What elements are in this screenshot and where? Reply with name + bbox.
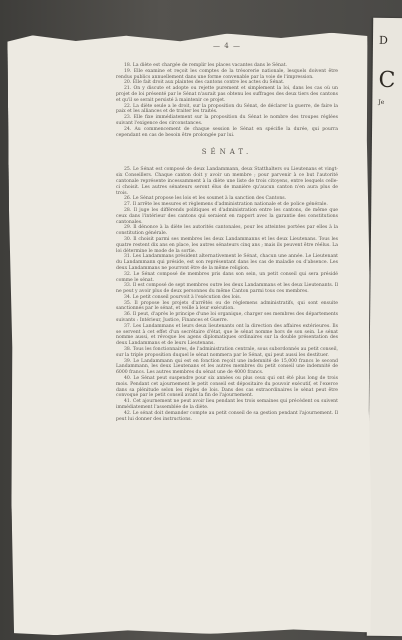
article-paragraph [116, 301, 338, 313]
articles-senat [116, 167, 338, 422]
article-paragraph [116, 225, 338, 237]
article-text: Cet ajournement ne peut avoir lieu pendant les trois semaines qui précèdent ou suivent immédiatement l'assemblée de la diète. [116, 399, 338, 411]
section-heading: SÉNAT. [201, 148, 253, 157]
article-text: Il juge les différends politiques et d'administration entre les cantons, de même que ceux dans l'intérieur des cantons qui seraient en rapport avec la garantie des constitutions cantonales. [116, 207, 338, 225]
article-text: Les Landammans et leurs deux lieutenants ont la direction des affaires extérieures. Ils se servent à cet effet d'un secrétaire d'état, que le sénat nomme hors de son sein. Le sénat nomme aussi, et révoque les agens diplomatiques ordinaires sur la double présentation des deux Landammans et de leurs Lieutenans. [116, 323, 338, 347]
article-paragraph [116, 411, 338, 423]
adjacent-page-letter: C [378, 67, 396, 94]
article-number: 38. [124, 347, 132, 353]
article-number: 20. [124, 80, 132, 86]
article-number: 39. [124, 358, 132, 364]
article-text: Le Sénat composé de membres pris dans son sein, un petit conseil qui sera présidé comme le sénat. [116, 271, 338, 283]
page-text-block [116, 42, 338, 602]
article-number: 28. [124, 207, 132, 213]
article-number: 35. [124, 300, 132, 306]
article-number: 34. [124, 294, 132, 300]
article-text: Il peut, d'après le principe d'une loi organique, charger ses membres des départements suivants : Intérieur, Justice, Finances et Guerre. [116, 312, 338, 324]
adjacent-page-edge [367, 18, 402, 636]
article-text: Il est composé de sept membres outre les deux Landammans et les deux Lieutenants. Il ne peut y avoir plus de deux personnes du même Canton parmi tous ces membres. [116, 283, 338, 295]
article-text: La diète est chargée de remplir les places vacantes dans le Sénat. [132, 63, 288, 68]
article-paragraph [116, 69, 338, 81]
article-text: Le Sénat propose les lois et les soumet à la sanction des Cantons. [132, 196, 287, 202]
article-number: 42. [124, 410, 132, 416]
article-text: Au commencement de chaque session le Sénat en spécifie la durée, qui pourra cependant en cas de besoin être prolongée par lui. [116, 126, 338, 138]
article-paragraph [116, 359, 338, 376]
adjacent-page-letter: Je [378, 98, 385, 106]
article-number: 26. [124, 196, 132, 202]
article-text: Elle fixe immédiatement sur la proposition du Sénat le nombre des troupes réglées suivant l'exigence des circonstances. [116, 115, 338, 126]
article-text: On y discute et adopte ou rejette purement et simplement la loi, dans les cas où un projet de loi présenté par le Sénat n'aurait pas obtenu les suffrages des deux tiers des cantons et qu'il se serait persisté à maintenir ce projet. [116, 86, 338, 103]
article-number: 19. [124, 68, 132, 74]
article-number: 18. [124, 63, 132, 68]
adjacent-page-letter: D [378, 33, 388, 47]
article-number: 36. [124, 312, 132, 318]
article-paragraph [116, 347, 338, 359]
article-paragraph [116, 104, 338, 116]
article-paragraph [116, 324, 338, 347]
article-paragraph [116, 127, 338, 139]
article-number: 29. [124, 225, 132, 231]
article-number: 22. [124, 103, 132, 109]
article-number: 27. [124, 202, 132, 208]
article-paragraph [116, 167, 338, 196]
article-text: Elle examine et reçoit les comptes de la trésorerie nationale, lesquels doivent être rendus publics annuellement dans une forme convenable par la voie de l'impression. [116, 68, 338, 80]
article-paragraph [116, 208, 338, 225]
article-text: Elle fait droit aux plaintes des cantons contre les actes du Sénat. [132, 80, 285, 86]
article-paragraph [116, 237, 338, 254]
article-text: Le sénat doit demander compte au petit conseil de sa gestion pendant l'ajournement. Il peut lui donner des instructions. [116, 410, 338, 422]
article-text: Tous les fonctionnaires, de l'administration centrale, sous subordonnés au petit conseil, sur la triple proposition duquel le sénat nommera par le Sénat, qui peut aussi les destituer. [116, 347, 338, 358]
article-number: 30. [124, 236, 132, 242]
article-paragraph [116, 254, 338, 271]
article-paragraph [116, 272, 338, 284]
article-paragraph [116, 115, 338, 127]
article-number: 23. [124, 115, 132, 121]
article-paragraph [116, 376, 338, 399]
article-text: Il dénonce à la diète les autorités cantonales, pour les atteintes portées par elles à la constitution générale. [116, 225, 338, 237]
article-number: 21. [124, 86, 132, 92]
article-text: Le Landammann qui est en fonction reçoit une indemnité de 15,000 francs le second Landammann, les deux Lieutenans et les autres membres du petit conseil une indemnité de 6000 francs. Les autres membres du sénat une de 4000 francs. [116, 358, 338, 376]
article-paragraph [116, 283, 338, 295]
article-text: Le Sénat est composé de deux Landammann, deux Statthalters ou Lieutenans et vingt-six Conseillers. Chaque canton doit y avoir un membre ; pour parvenir à ce but l'autorité cantonale représente incessamment à la diète une liste de trois citoyens, entre lesquels celle-ci choisit. Les autres sénateurs seront élus de manière qu'aucun canton n'en aura plus de trois. [116, 167, 338, 196]
article-text: Il choisit parmi ses membres les deux Landammanns et les deux Lieutenans. Tous les quatre restent dix ans en place, les autres sénateurs cinq ans ; mais ils peuvent être réélus. La loi détermine le mode de la sortie. [116, 236, 338, 254]
article-number: 25. [124, 167, 132, 173]
article-text: Il propose les projets d'arrêtés ou de règlemens administratifs, qui sont ensuite sanctionnés par le sénat, et veille à leur exécution. [116, 300, 338, 312]
articles-before-senat [116, 63, 338, 138]
article-text: La diète seule a le droit, sur la proposition du Sénat, de déclarer la guerre, de faire la paix et les alliances et de traiter les traités. [116, 103, 338, 115]
article-text: Le Sénat peut suspendre pour six années ou plus ceux qui ont été plus long de trois mois. Pendant cet ajournement le petit conseil est dépositaire du pouvoir exécutif, et l'exerce dans sa plénitude selon les règles de lois. Dans des cas extraordinaires le sénat peut être convoqué par le petit conseil avant la fin de l'ajournement. [116, 376, 338, 399]
article-number: 37. [124, 323, 132, 329]
article-paragraph [116, 86, 338, 103]
article-number: 24. [124, 126, 132, 132]
article-text: Les Landammans président alternativement le Sénat, chacun une année. Le Lieutenant du Landammann qui préside, est son représentant dans les cas de maladie ou d'absence. Les deux Landammans ne pourront être de la même religion. [116, 254, 338, 271]
article-text: Le petit conseil pourvoit à l'exécution des lois. [132, 294, 242, 300]
article-paragraph [116, 312, 338, 324]
article-number: 33. [124, 283, 132, 289]
article-number: 41. [124, 399, 132, 405]
article-number: 40. [124, 376, 132, 382]
article-number: 31. [124, 254, 132, 260]
article-text: Il arrête les mesures et règlemens d'administration nationale et de police générale. [132, 202, 328, 208]
article-number: 32. [124, 271, 132, 277]
article-paragraph [116, 399, 338, 411]
page-number: — 4 — [213, 42, 241, 50]
